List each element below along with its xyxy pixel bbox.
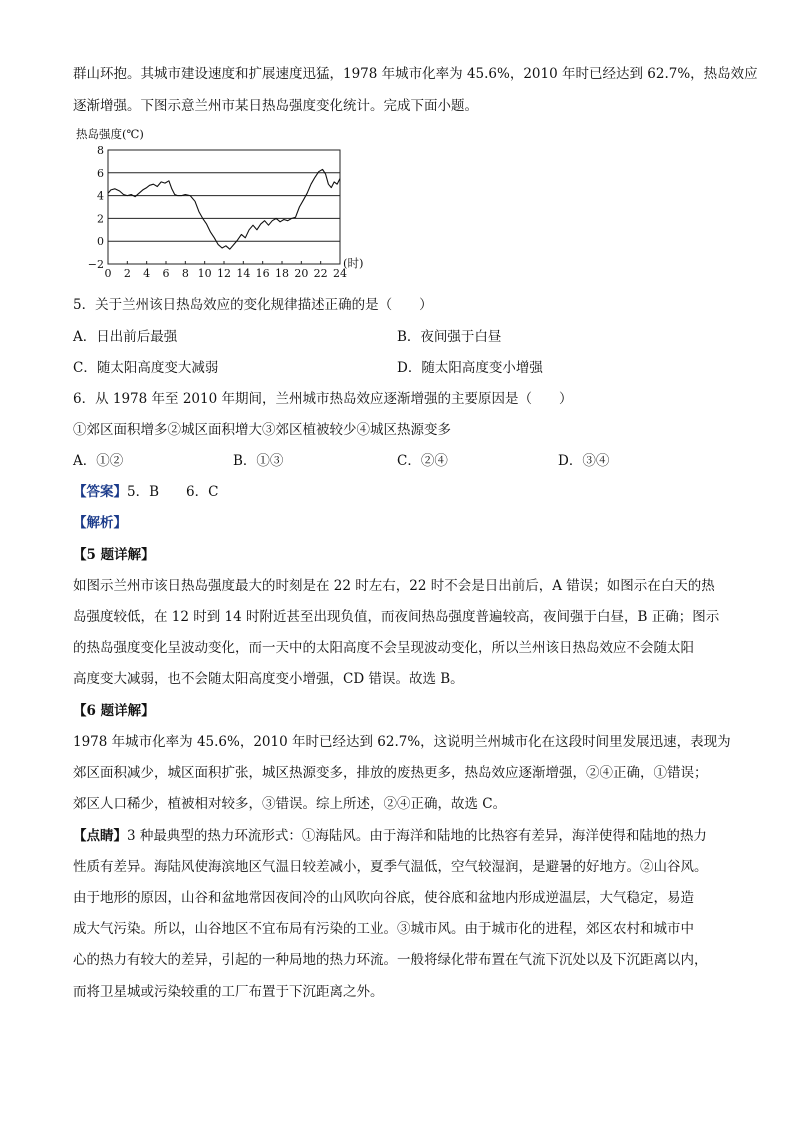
note-tag: 【点睛】 — [73, 828, 127, 844]
detail5-line-4: 高度变大减弱，也不会随太阳高度变小增强，CD 错误。故选 B。 — [73, 671, 464, 687]
detail6-tag: 【6 题详解】 — [73, 703, 155, 719]
detail5-heading — [73, 545, 155, 565]
intro-line-2: 逐渐增强。下图示意兰州市某日热岛强度变化统计。完成下面小题。 — [73, 98, 478, 114]
x-tick-label: 16 — [255, 267, 270, 277]
x-tick-label: 12 — [217, 267, 231, 277]
heat-island-chart — [70, 127, 380, 277]
q5-option-a: A．日出前后最强 — [73, 329, 178, 345]
note-line-6: 而将卫星城或污染较重的工厂布置于下沉距离之外。 — [73, 984, 384, 1000]
detail5-line-2: 岛强度较低，在 12 时到 14 时附近甚至出现负值，而夜间热岛强度普遍较高，夜间强于白昼，B 正确；图示 — [73, 609, 720, 625]
note-line-3: 由于地形的原因，山谷和盆地常因夜间冷的山风吹向谷底，使谷底和盆地内形成逆温层，大气稳定，易造 — [73, 890, 694, 906]
analysis-line — [73, 513, 127, 533]
answer-line — [73, 482, 218, 502]
x-tick-label: 4 — [143, 267, 151, 277]
x-tick-label: 24 — [333, 267, 347, 277]
answer-tag: 【答案】 — [73, 484, 127, 500]
answer-text: 5．B 6．C — [127, 484, 219, 500]
q6-items: ①郊区面积增多②城区面积增大③郊区植被较少④城区热源变多 — [73, 422, 451, 438]
x-tick-label: 14 — [236, 267, 251, 277]
intro-line-1: 群山环抱。其城市建设速度和扩展速度迅猛，1978 年城市化率为 45.6%，2010 年时已经达到 62.7%，热岛效应 — [73, 66, 758, 82]
q6-option-b: B．①③ — [233, 453, 284, 469]
note-line-1 — [73, 826, 707, 846]
q5-option-b: B．夜间强于白昼 — [397, 329, 502, 345]
q5-option-d: D．随太阳高度变小增强 — [397, 360, 543, 376]
analysis-tag: 【解析】 — [73, 515, 127, 531]
y-tick-label: 6 — [97, 166, 104, 180]
x-tick-label: 10 — [197, 267, 212, 277]
x-tick-label: 0 — [104, 267, 112, 277]
y-tick-label: 2 — [97, 212, 104, 226]
detail6-line-2: 郊区面积减少，城区面积扩张，城区热源变多，排放的废热更多，热岛效应逐渐增强，②④正确，①错误； — [73, 765, 708, 781]
y-axis-title: 热岛强度(℃) — [76, 127, 144, 141]
y-tick-label: −2 — [87, 258, 104, 271]
q5-option-c: C．随太阳高度变大减弱 — [73, 360, 219, 376]
x-tick-label: 2 — [123, 267, 131, 277]
y-tick-label: 4 — [97, 189, 104, 203]
y-tick-label: 0 — [97, 235, 104, 249]
q6-option-a: A．①② — [73, 453, 124, 469]
chart-svg — [70, 127, 380, 277]
note-line-2: 性质有差异。海陆风使海滨地区气温日较差减小，夏季气温低，空气较湿润，是避暑的好地方。②山谷风。 — [73, 859, 708, 875]
heat-island-series-line — [108, 169, 340, 249]
q6-stem: 6．从 1978 年至 2010 年期间，兰州城市热岛效应逐渐增强的主要原因是（ ） — [73, 391, 573, 407]
x-tick-label: 6 — [162, 267, 170, 277]
x-tick-label: 22 — [313, 267, 328, 277]
note-line-4: 成大气污染。所以，山谷地区不宜布局有污染的工业。③城市风。由于城市化的进程，郊区农村和城市中 — [73, 921, 694, 937]
x-tick-label: 18 — [275, 267, 289, 277]
q6-option-c: C．②④ — [397, 453, 448, 469]
detail5-tag: 【5 题详解】 — [73, 547, 155, 563]
detail6-heading — [73, 701, 155, 721]
detail5-line-1: 如图示兰州市该日热岛强度最大的时刻是在 22 时左右，22 时不会是日出前后，A 错误；如图示在白天的热 — [73, 578, 715, 594]
q6-option-d: D．③④ — [558, 453, 610, 469]
detail5-line-3: 的热岛强度变化呈波动变化，而一天中的太阳高度不会呈现波动变化，所以兰州该日热岛效应不会随太阳 — [73, 640, 694, 656]
note-line-5: 心的热力有较大的差异，引起的一种局地的热力环流。一般将绿化带布置在气流下沉处以及下沉距离以内， — [73, 952, 708, 968]
q5-stem: 5．关于兰州该日热岛效应的变化规律描述正确的是（ ） — [73, 297, 433, 313]
x-tick-label: 20 — [294, 267, 309, 277]
detail6-line-1: 1978 年城市化率为 45.6%，2010 年时已经达到 62.7%，这说明兰州城市化在这段时间里发展迅速，表现为 — [73, 734, 731, 750]
x-tick-label: 8 — [181, 267, 189, 277]
detail6-line-3: 郊区人口稀少，植被相对较多，③错误。综上所述，②④正确，故选 C。 — [73, 796, 507, 812]
x-axis-unit: (时) — [343, 256, 364, 270]
y-tick-label: 8 — [97, 144, 104, 157]
note-text-1: 3 种最典型的热力环流形式：①海陆风。由于海洋和陆地的比热容有差异，海洋使得和陆地的热力 — [127, 828, 707, 844]
